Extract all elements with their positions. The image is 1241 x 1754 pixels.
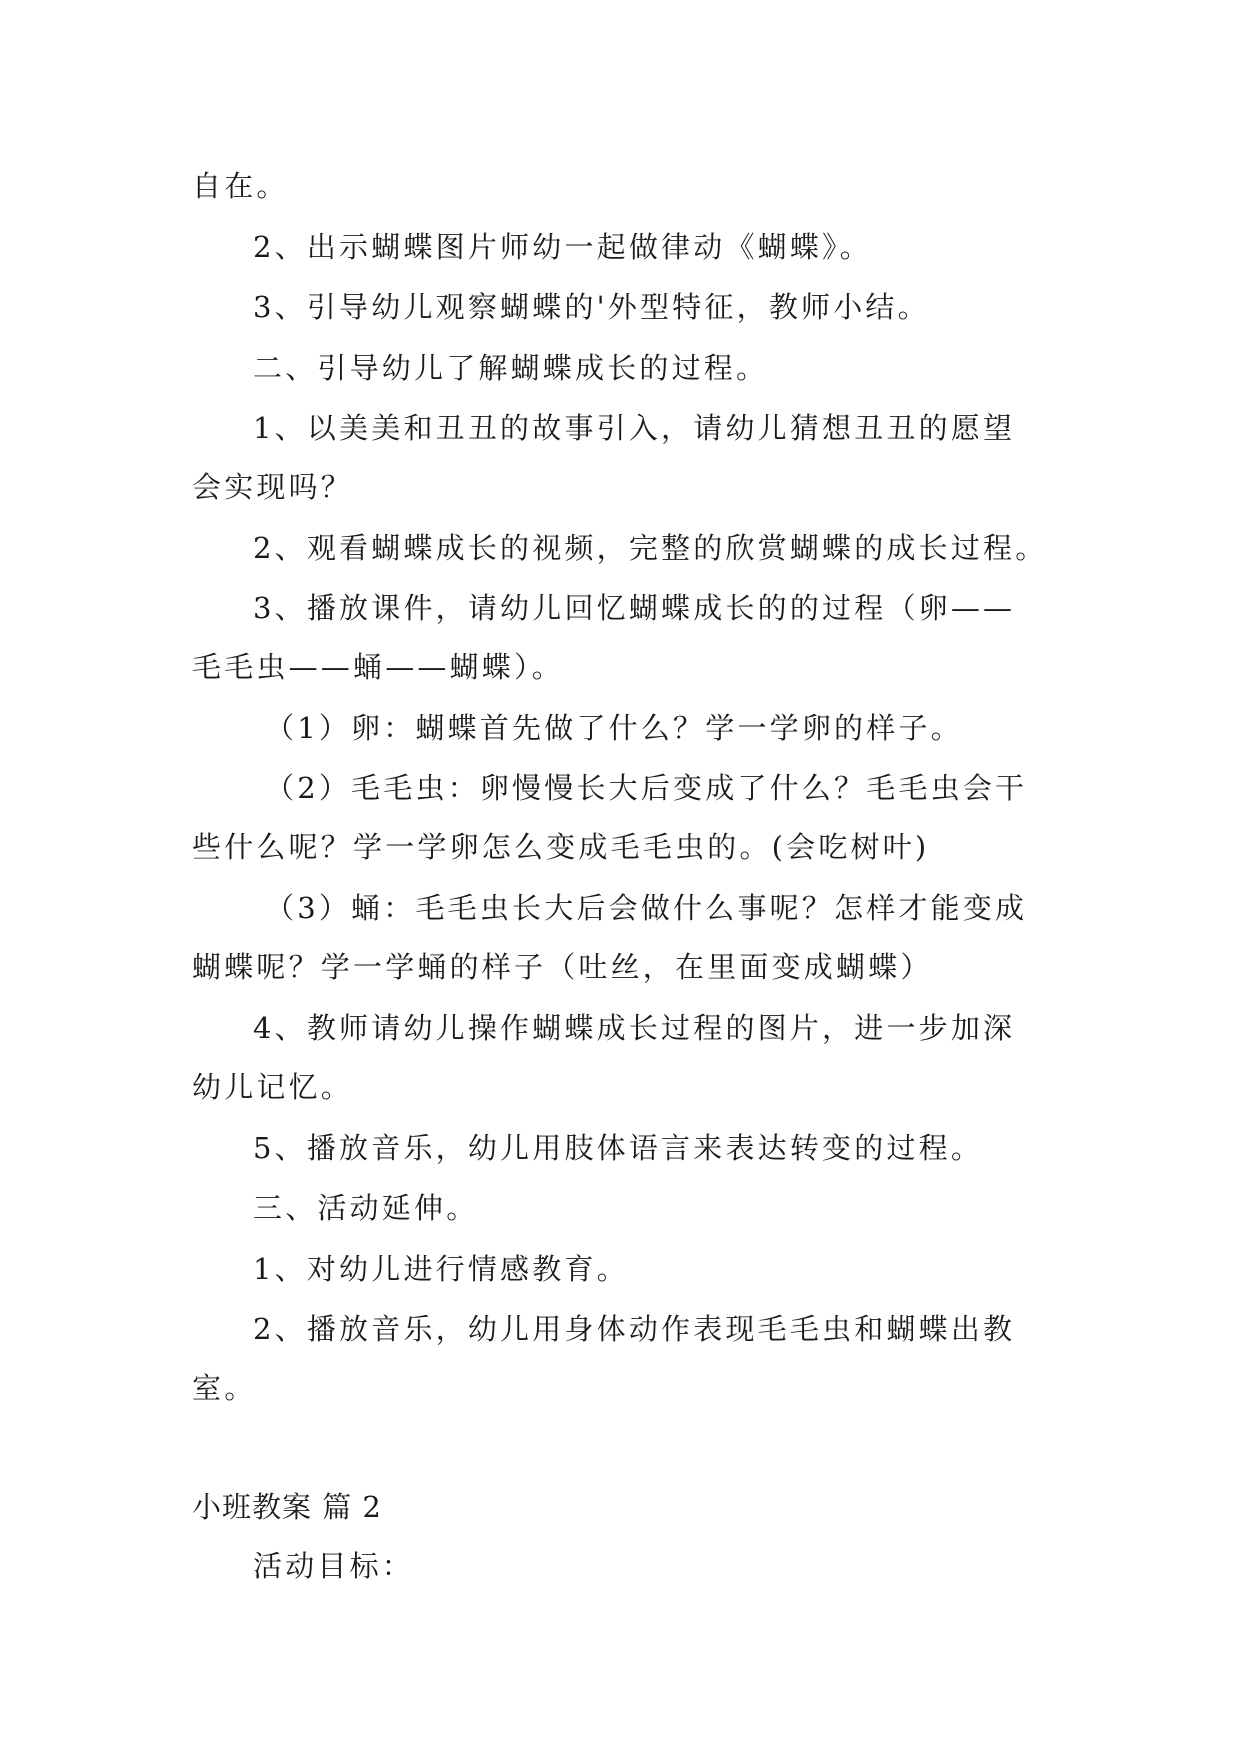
text-line: （1）卵：蝴蝶首先做了什么？学一学卵的样子。: [265, 711, 963, 745]
text-line: 会实现吗？: [192, 470, 354, 504]
text-line: 自在。: [192, 169, 289, 203]
text-line: 3、播放课件，请幼儿回忆蝴蝶成长的的过程（卵——: [253, 591, 1016, 625]
text-line: 1、以美美和丑丑的故事引入，请幼儿猜想丑丑的愿望: [253, 411, 1016, 445]
text-line: 5、播放音乐，幼儿用肢体语言来表达转变的过程。: [253, 1131, 984, 1165]
text-line: 1、对幼儿进行情感教育。: [253, 1252, 629, 1286]
text-line: 室。: [192, 1371, 257, 1405]
text-line: 些什么呢？学一学卵怎么变成毛毛虫的。(会吃树叶): [192, 830, 930, 864]
text-line: 3、引导幼儿观察蝴蝶的'外型特征，教师小结。: [253, 290, 930, 324]
section-title: 小班教案 篇 2: [192, 1490, 382, 1524]
text-line: 2、播放音乐，幼儿用身体动作表现毛毛虫和蝴蝶出教: [253, 1312, 1016, 1346]
text-line: 2、出示蝴蝶图片师幼一起做律动《蝴蝶》。: [253, 230, 872, 264]
text-line: 2、观看蝴蝶成长的视频，完整的欣赏蝴蝶的成长过程。: [253, 531, 1048, 565]
text-line: 三、活动延伸。: [253, 1191, 479, 1225]
text-line: 二、引导幼儿了解蝴蝶成长的过程。: [253, 351, 769, 385]
text-line: （2）毛毛虫：卵慢慢长大后变成了什么？毛毛虫会干: [265, 771, 1028, 805]
subheading: 活动目标：: [253, 1549, 415, 1583]
text-line: 幼儿记忆。: [192, 1070, 354, 1104]
text-line: （3）蛹：毛毛虫长大后会做什么事呢？怎样才能变成: [265, 891, 1028, 925]
text-line: 毛毛虫——蛹——蝴蝶）。: [192, 650, 564, 684]
text-line: 蝴蝶呢？学一学蛹的样子（吐丝，在里面变成蝴蝶）: [192, 950, 933, 984]
text-line: 4、教师请幼儿操作蝴蝶成长过程的图片，进一步加深: [253, 1011, 1016, 1045]
